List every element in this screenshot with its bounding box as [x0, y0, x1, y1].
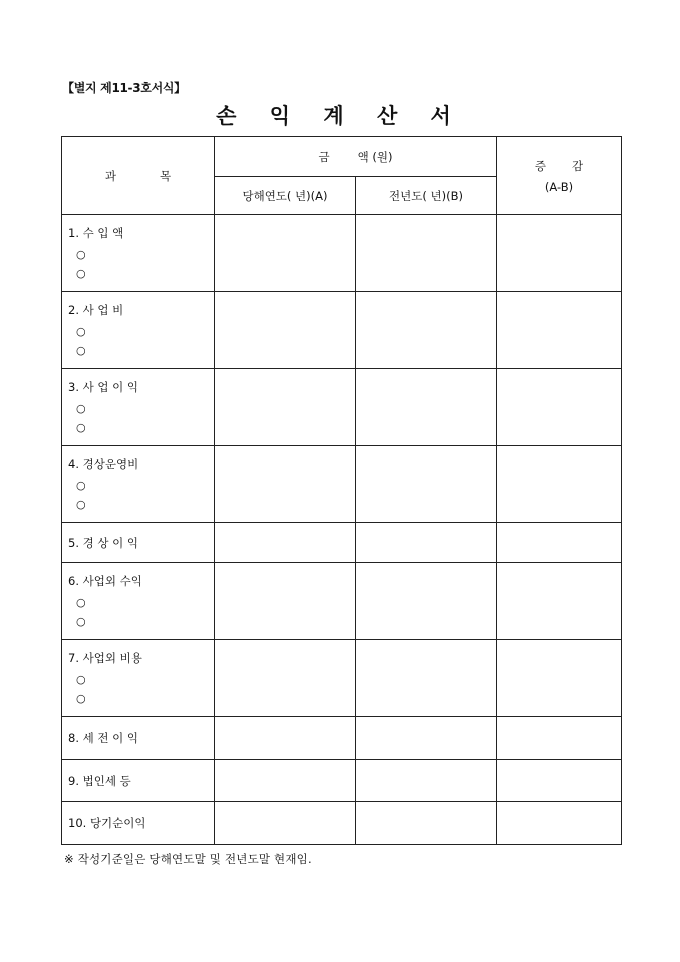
prior-year-amount-cell[interactable] [356, 446, 497, 523]
subject-header [62, 137, 215, 215]
current-year-amount-cell[interactable] [215, 717, 356, 760]
sub-item-bullet: ○ [76, 596, 86, 609]
current-year-amount-cell[interactable] [215, 802, 356, 845]
difference-header [497, 137, 622, 215]
current-year-amount-cell[interactable] [215, 760, 356, 802]
table-row [62, 717, 622, 760]
amount-header-char: 금 [318, 149, 330, 164]
sub-item-bullet: ○ [76, 479, 86, 492]
sub-item-bullet: ○ [76, 421, 86, 434]
account-item-cell [62, 446, 215, 523]
difference-amount-cell[interactable] [497, 369, 622, 446]
difference-amount-cell[interactable] [497, 760, 622, 802]
difference-amount-cell[interactable] [497, 563, 622, 640]
difference-amount-cell[interactable] [497, 215, 622, 292]
current-year-header: 당해연도( 년)(A) [215, 177, 356, 215]
difference-header-char-2: 감 [572, 158, 584, 173]
table-row [62, 215, 622, 292]
prior-year-amount-cell[interactable] [356, 369, 497, 446]
prior-year-amount-cell[interactable] [356, 760, 497, 802]
table-row [62, 446, 622, 523]
account-item-name: 10. 당기순이익 [68, 816, 146, 830]
form-number-label: 【별지 제11-3호서식】 [62, 81, 186, 95]
footnote: ※ 작성기준일은 당해연도말 및 전년도말 현재임. [64, 852, 312, 866]
account-item-name: 2. 사 업 비 [68, 303, 124, 317]
current-year-amount-cell[interactable] [215, 640, 356, 717]
table-row [62, 369, 622, 446]
difference-amount-cell[interactable] [497, 640, 622, 717]
prior-year-amount-cell[interactable] [356, 292, 497, 369]
current-year-amount-cell[interactable] [215, 563, 356, 640]
prior-year-amount-cell[interactable] [356, 640, 497, 717]
prior-year-amount-cell[interactable] [356, 563, 497, 640]
sub-item-bullet: ○ [76, 248, 86, 261]
amount-header-unit: 액 (원) [357, 149, 393, 164]
subject-header-char-2: 목 [160, 168, 172, 183]
account-item-name: 7. 사업외 비용 [68, 651, 142, 665]
income-statement-table [61, 136, 622, 845]
account-item-cell [62, 523, 215, 563]
table-row [62, 523, 622, 563]
document-title: 손 익 계 산 서 [216, 103, 464, 128]
account-item-name: 6. 사업외 수익 [68, 574, 142, 588]
sub-item-bullet: ○ [76, 344, 86, 357]
account-item-cell [62, 760, 215, 802]
account-item-cell [62, 802, 215, 845]
account-item-name: 4. 경상운영비 [68, 457, 139, 471]
table-row [62, 802, 622, 845]
difference-amount-cell[interactable] [497, 446, 622, 523]
sub-item-bullet: ○ [76, 325, 86, 338]
account-item-cell [62, 640, 215, 717]
prior-year-amount-cell[interactable] [356, 523, 497, 563]
current-year-amount-cell[interactable] [215, 523, 356, 563]
prior-year-header: 전년도( 년)(B) [356, 177, 497, 215]
difference-formula: (A-B) [544, 179, 574, 194]
account-item-cell [62, 215, 215, 292]
subject-header-char-1: 과 [104, 168, 116, 183]
sub-item-bullet: ○ [76, 267, 86, 280]
account-item-name: 5. 경 상 이 익 [68, 535, 139, 550]
sub-item-bullet: ○ [76, 615, 86, 628]
account-item-cell [62, 292, 215, 369]
amount-header [215, 137, 497, 177]
difference-amount-cell[interactable] [497, 292, 622, 369]
current-year-amount-cell[interactable] [215, 446, 356, 523]
account-item-name: 3. 사 업 이 익 [68, 380, 139, 394]
prior-year-amount-cell[interactable] [356, 802, 497, 845]
current-year-amount-cell[interactable] [215, 292, 356, 369]
account-item-name: 1. 수 입 액 [68, 226, 124, 240]
account-item-name: 8. 세 전 이 익 [68, 731, 139, 745]
sub-item-bullet: ○ [76, 402, 86, 415]
table-row [62, 292, 622, 369]
sub-item-bullet: ○ [76, 673, 86, 686]
account-item-name: 9. 법인세 등 [68, 773, 131, 788]
current-year-amount-cell[interactable] [215, 215, 356, 292]
sub-item-bullet: ○ [76, 498, 86, 511]
table-row [62, 640, 622, 717]
account-item-cell [62, 369, 215, 446]
account-item-cell [62, 563, 215, 640]
difference-amount-cell[interactable] [497, 802, 622, 845]
difference-header-char-1: 증 [534, 158, 546, 173]
difference-amount-cell[interactable] [497, 523, 622, 563]
prior-year-amount-cell[interactable] [356, 215, 497, 292]
current-year-amount-cell[interactable] [215, 369, 356, 446]
prior-year-amount-cell[interactable] [356, 717, 497, 760]
table-row [62, 563, 622, 640]
account-item-cell [62, 717, 215, 760]
table-row [62, 760, 622, 802]
difference-amount-cell[interactable] [497, 717, 622, 760]
sub-item-bullet: ○ [76, 692, 86, 705]
